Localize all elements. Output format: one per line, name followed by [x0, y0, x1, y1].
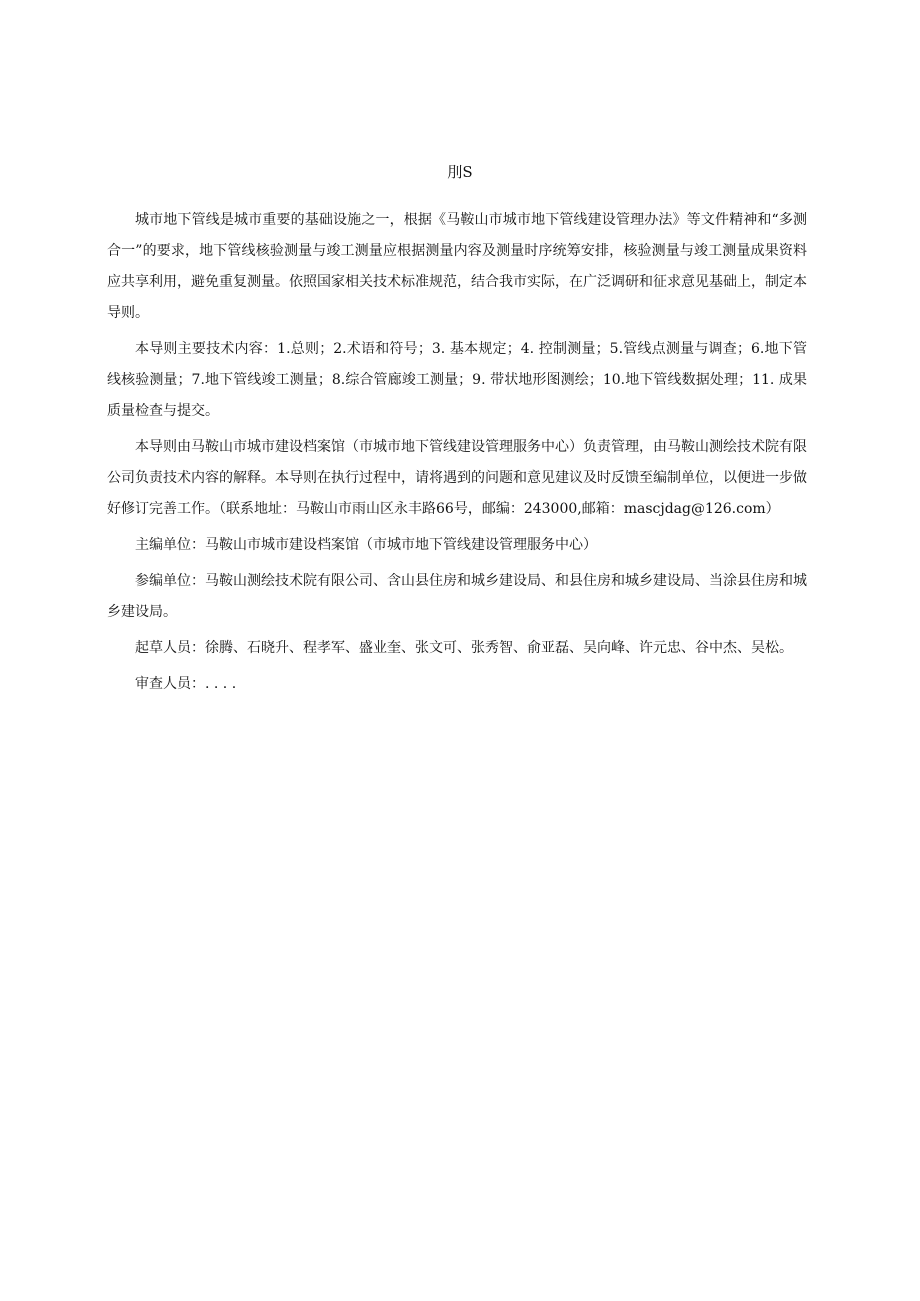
drafters-label: 起草人员： [135, 640, 205, 656]
participating-units-paragraph [107, 566, 807, 628]
intro-paragraph: 城市地下管线是城市重要的基础设施之一，根据《马鞍山市城市地下管线建设管理办法》等文件精神和“多测合一”的要求，地下管线核验测量与竣工测量应根据测量内容及测量时序统筹安排，核验测量与竣工测量成果资料应共享利用，避免重复测量。依照国家相关技术标准规范，结合我市实际，在广泛调研和征求意见基础上，制定本导则。 [107, 212, 807, 321]
reviewers-value: . . . . [205, 676, 237, 692]
participating-units-value: 马鞍山测绘技术院有限公司、含山县住房和城乡建设局、和县住房和城乡建设局、当涂县住房和城乡建设局。 [107, 573, 807, 620]
chief-editor-value: 马鞍山市城市建设档案馆（市城市地下管线建设管理服务中心） [205, 537, 597, 553]
participating-units-label: 参编单位： [135, 573, 205, 589]
reviewers-paragraph [107, 669, 807, 700]
technical-contents-paragraph: 本导则主要技术内容：1.总则；2.术语和符号；3. 基本规定；4. 控制测量；5.管线点测量与调查；6.地下管线核验测量；7.地下管线竣工测量；8.综合管廊竣工测量；9. 带状地形图测绘；10.地下管线数据处理；11. 成果质量检查与提交。 [107, 341, 807, 419]
management-paragraph: 本导则由马鞍山市城市建设档案馆（市城市地下管线建设管理服务中心）负责管理，由马鞍山测绘技术院有限公司负责技术内容的解释。本导则在执行过程中，请将遇到的问题和意见建议及时反馈至编制单位，以便进一步做好修订完善工作。（联系地址：马鞍山市雨山区永丰路66号，邮编：243000,邮箱：masсjdag@126.com） [107, 439, 807, 517]
page-title: 刖S [447, 163, 473, 181]
preface-body [107, 205, 807, 705]
drafters-paragraph [107, 633, 807, 664]
drafters-value: 徐腾、石晓升、程孝军、盛业奎、张文可、张秀智、俞亚磊、吴向峰、许元忠、谷中杰、吴松。 [205, 640, 793, 656]
chief-editor-label: 主编单位： [135, 537, 205, 553]
chief-editor-paragraph [107, 530, 807, 561]
reviewers-label: 审查人员： [135, 676, 205, 692]
